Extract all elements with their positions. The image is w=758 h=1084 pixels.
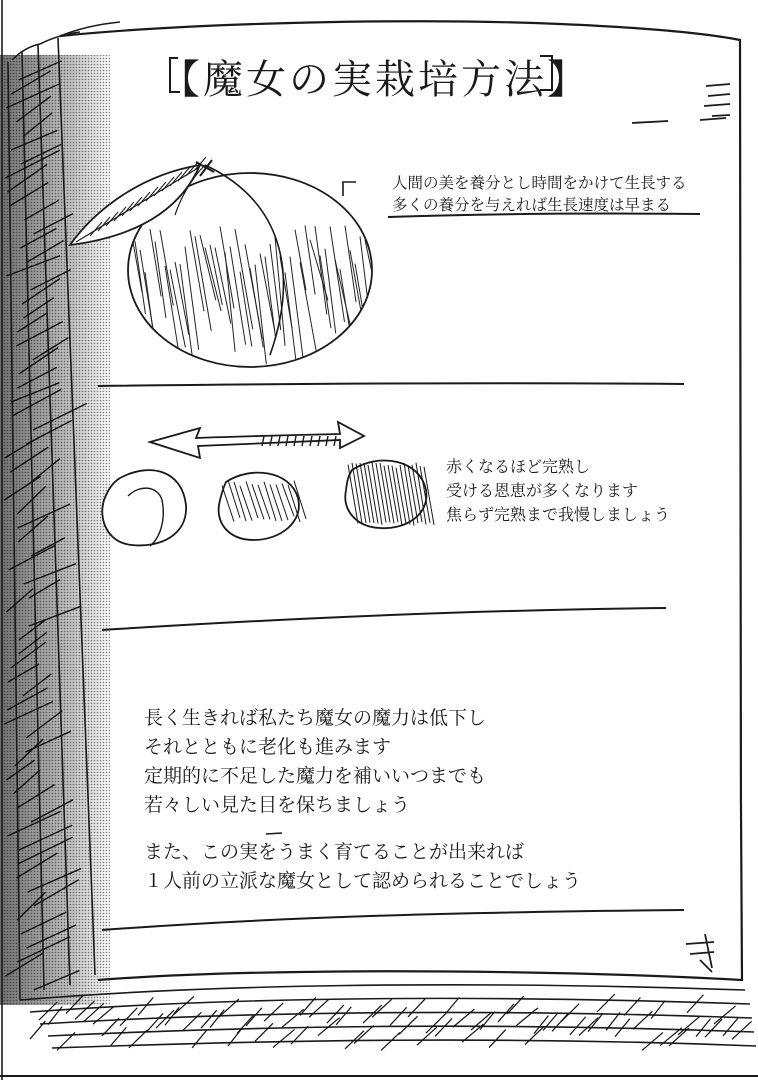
hatch-stroke — [579, 1017, 598, 1035]
hatch-stroke — [381, 1032, 400, 1050]
paragraph-line: また、この実をうまく育てることが出来れば — [144, 841, 525, 863]
hatch-stroke — [597, 994, 615, 1012]
page-corner-strokes — [632, 84, 730, 972]
ripeness-note — [446, 455, 670, 527]
note-line: 受ける恩恵が多くなります — [446, 481, 639, 500]
paragraph-line: 定期的に不足した魔力を補いいつまでも — [144, 765, 487, 787]
hatch-stroke — [489, 1030, 506, 1048]
hatch-stroke — [732, 1021, 752, 1039]
hatch-stroke — [93, 1006, 114, 1024]
hatch-stroke — [408, 999, 425, 1017]
fruit-half-ripe — [219, 473, 306, 540]
hatch-stroke — [588, 1014, 603, 1032]
hatch-stroke — [192, 1030, 207, 1048]
hatch-stroke — [138, 997, 153, 1015]
hatch-stroke — [147, 1013, 163, 1031]
hatch-stroke — [417, 1027, 437, 1045]
hatch-stroke — [210, 1010, 224, 1028]
hatch-stroke — [678, 1017, 699, 1035]
hatch-stroke — [201, 1010, 217, 1028]
paragraph-line: それとともに老化も進みます — [144, 736, 392, 758]
hatch-stroke — [714, 1006, 736, 1024]
note-line: 赤くなるほど完熟し — [446, 457, 591, 476]
hatch-stroke — [642, 1032, 663, 1050]
hatch-stroke — [336, 1007, 351, 1025]
hatch-stroke — [372, 999, 392, 1017]
hatch-stroke — [282, 1009, 304, 1027]
fruit-growth-note — [392, 172, 687, 216]
divider-3 — [102, 910, 684, 930]
paragraph-line: １人前の立派な魔女として認められることでしょう — [144, 870, 582, 892]
fruit-unripe — [102, 470, 186, 546]
hatch-stroke — [525, 1027, 544, 1045]
hatch-stroke — [363, 1005, 382, 1023]
note-line: 人間の美を養分とし時間をかけて生長する — [392, 174, 687, 192]
hatch-stroke — [174, 996, 194, 1014]
hatch-stroke — [723, 1018, 738, 1036]
hatch-stroke — [84, 1003, 104, 1021]
hatch-stroke — [534, 1016, 548, 1034]
hatch-stroke — [120, 1008, 137, 1026]
hatch-stroke — [390, 1007, 407, 1025]
paragraph-line: 長く生きれば私たち魔女の魔力は低下し — [144, 707, 487, 729]
hatch-stroke — [273, 1029, 295, 1047]
divider-2 — [102, 608, 666, 630]
hatch-stroke — [246, 1008, 262, 1026]
page-stack-bottom — [0, 985, 758, 1076]
note1-leader-line — [343, 182, 356, 196]
fruit-ripe — [345, 460, 434, 528]
hatch-stroke — [111, 1027, 126, 1045]
hatch-stroke — [516, 1008, 538, 1026]
small-stroke — [266, 833, 282, 834]
hatch-stroke — [237, 1015, 253, 1033]
hatch-stroke — [255, 1023, 273, 1041]
hatch-stroke — [183, 1012, 201, 1030]
hatch-stroke — [687, 995, 703, 1013]
magic-power-paragraph — [144, 704, 486, 820]
divider-1 — [98, 383, 684, 386]
note-line: 多くの養分を与えれば生長速度は早まる — [392, 196, 672, 214]
hatch-stroke — [30, 1021, 45, 1039]
page-title: 【魔女の実栽培方法】 — [160, 57, 590, 103]
paragraph-line: 若々しい見た目を保ちましょう — [144, 794, 411, 816]
ripeness-arrow — [150, 422, 364, 458]
note-line: 焦らず完熟まで我慢しましょう — [446, 505, 671, 524]
hatch-stroke — [264, 1003, 283, 1021]
hatch-stroke — [399, 1016, 418, 1034]
recognition-paragraph — [144, 838, 581, 896]
